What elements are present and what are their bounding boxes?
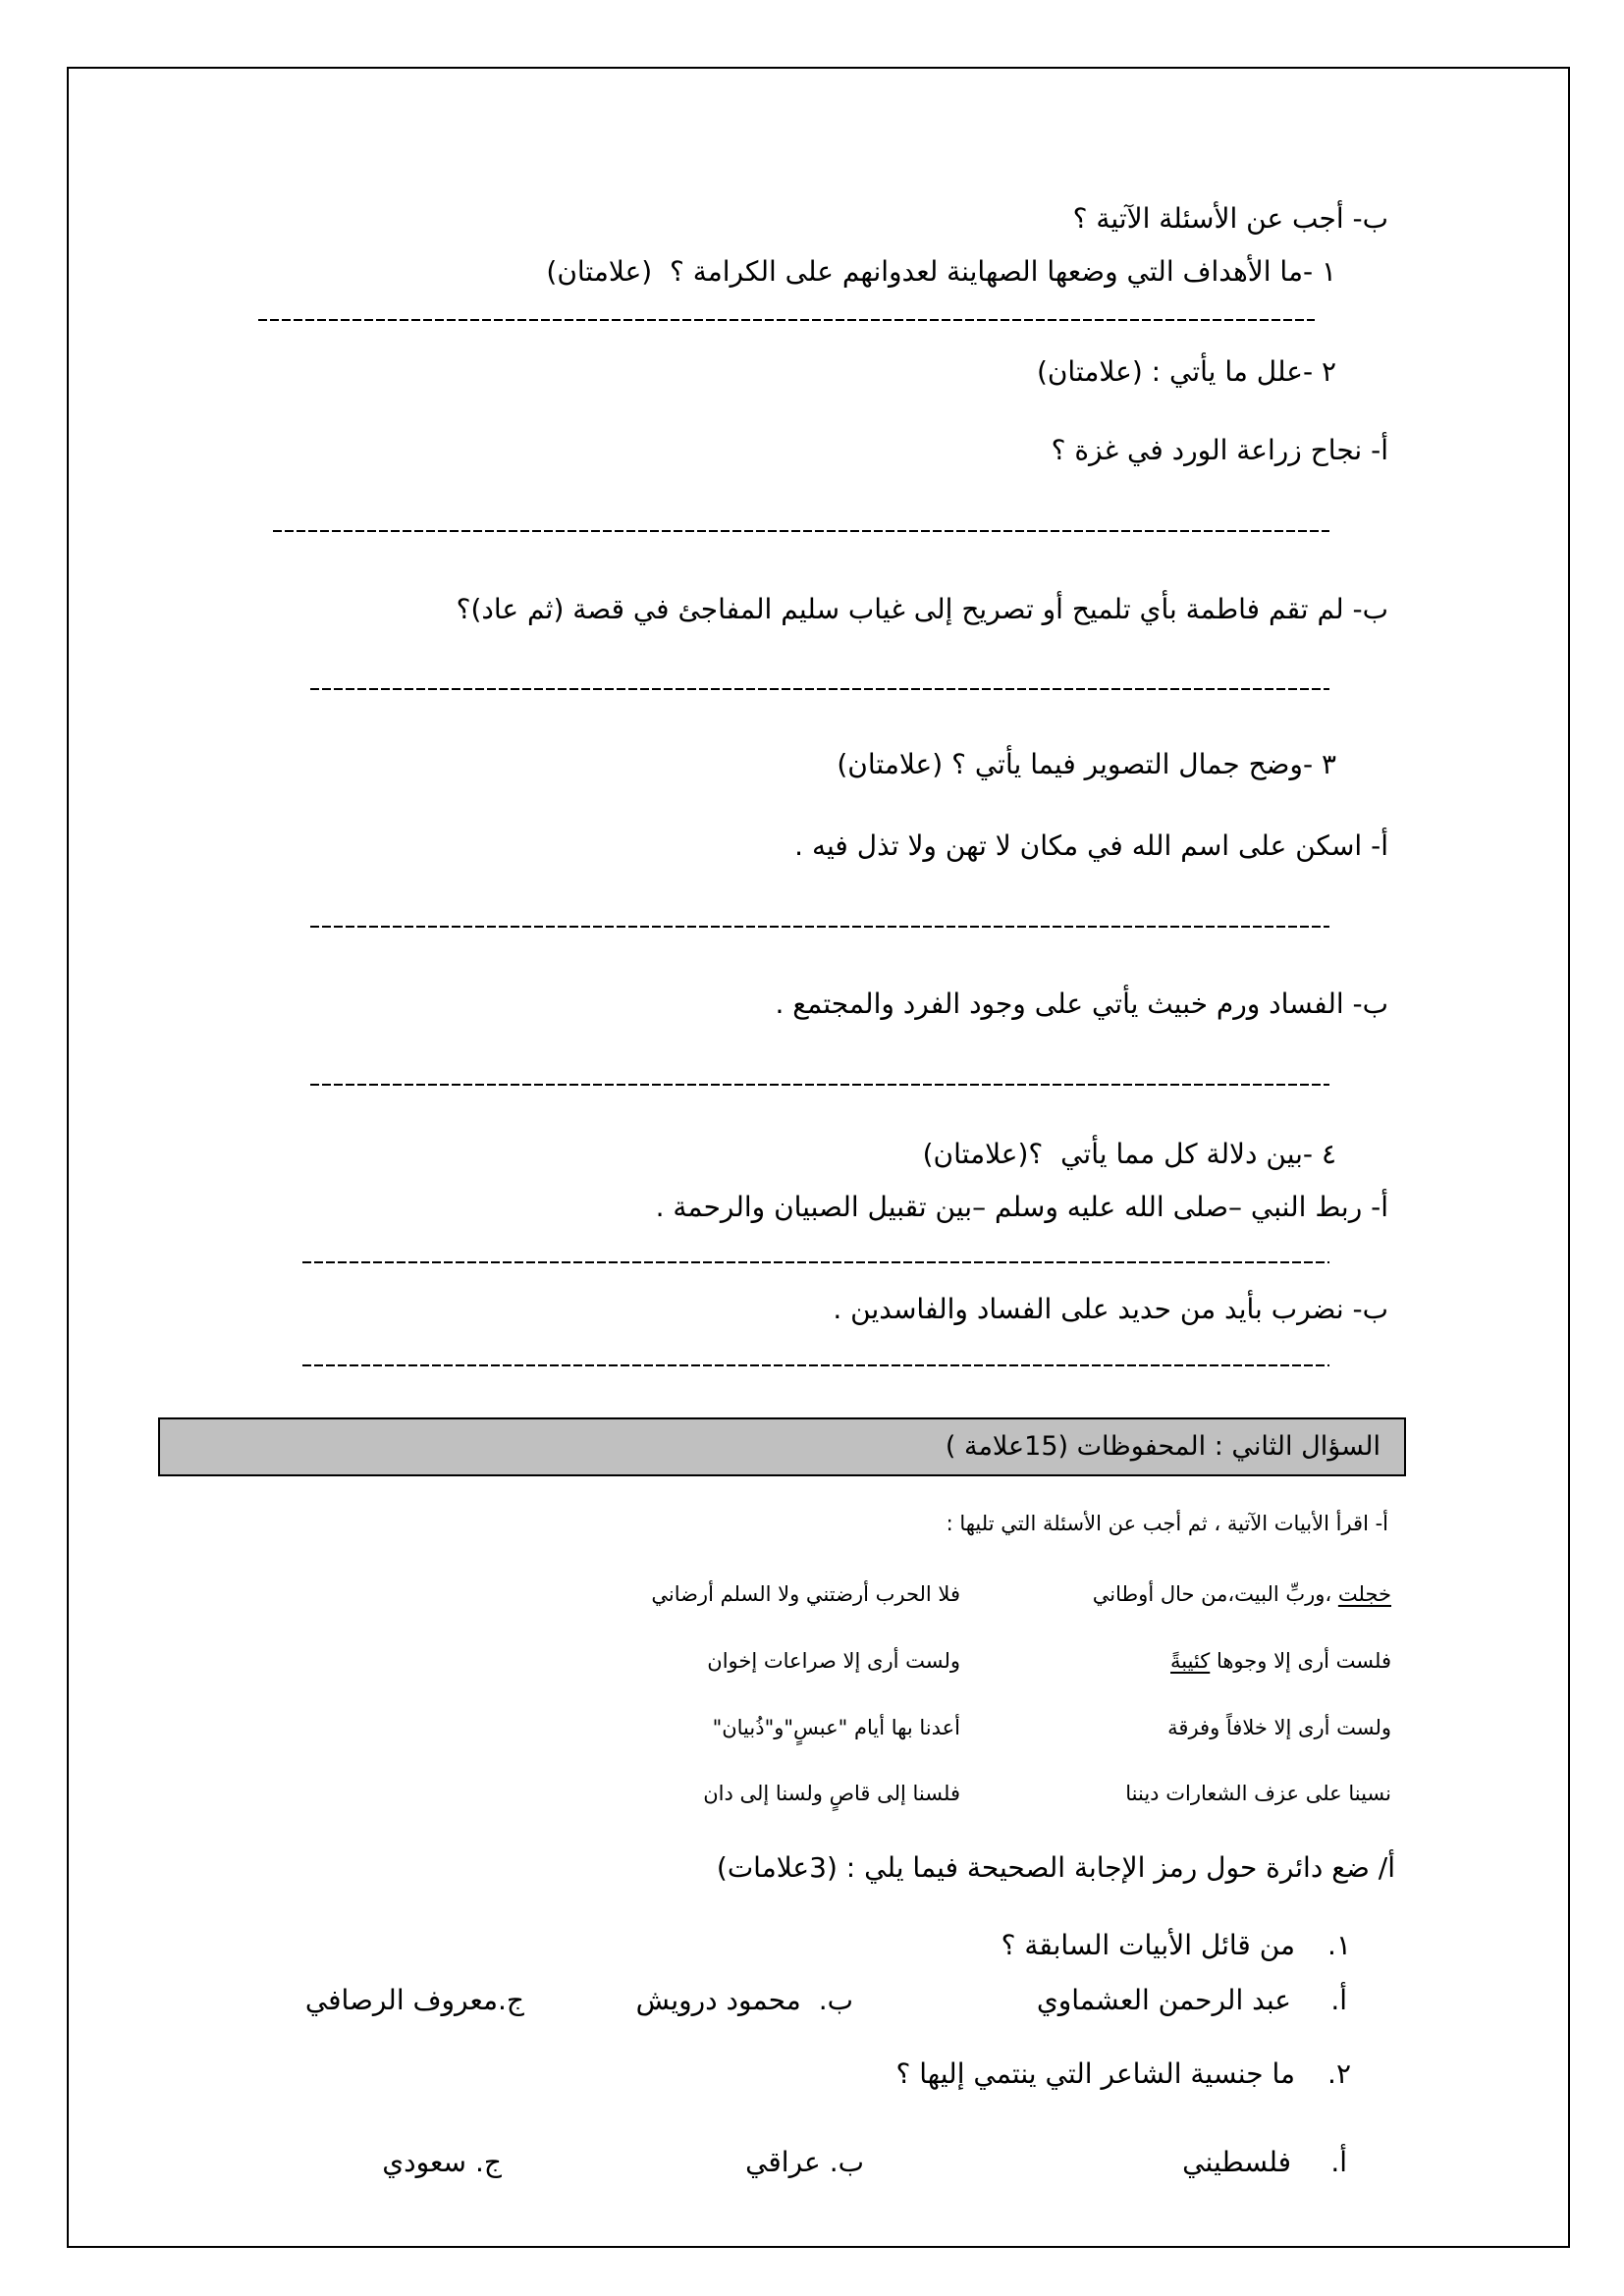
answer-line [302, 1261, 1329, 1263]
mcq-1-option-a [1037, 1983, 1347, 2018]
question-2-prompt: ٢ -علل ما يأتي : (علامتان) [1036, 355, 1336, 388]
question-2-item-b: ب- لم تقم فاطمة بأي تلميح أو تصريح إلى غياب سليم المفاجئ في قصة (ثم عاد)؟ [456, 593, 1388, 625]
poem-verse-1-second-hemistich: فلا الحرب أرضتني ولا السلم أرضاني [651, 1582, 960, 1606]
mcq-instruction: أ/ ضع دائرة حول رمز الإجابة الصحيحة فيما يلي : (3علامات) [716, 1851, 1395, 1884]
question-number: ١. [1327, 1929, 1351, 1961]
question-number: ٢. [1327, 2057, 1351, 2090]
option-marker: ج. [498, 1984, 524, 2016]
answer-line [273, 530, 1329, 532]
question-4-prompt: ٤ -بين دلالة كل مما يأتي ؟(علامتان) [922, 1138, 1336, 1170]
poem-verse-2-first-hemistich [1170, 1647, 1391, 1675]
answer-line [310, 1084, 1329, 1086]
question-1: ١ -ما الأهداف التي وضعها الصهاينة لعدوانهم على الكرامة ؟ (علامتان) [546, 255, 1336, 288]
option-marker: ب. [818, 1984, 853, 2016]
mcq-question-2 [896, 2056, 1351, 2092]
option-marker: أ. [1330, 2146, 1347, 2178]
question-3-item-a: أ- اسكن على اسم الله في مكان لا تهن ولا تذل فيه . [794, 829, 1388, 862]
section-header-title: السؤال الثاني : المحفوظات (15علامة ) [945, 1431, 1380, 1462]
page-border [67, 67, 1570, 2248]
poem-verse-3-first-hemistich: ولست أرى إلا خلافاً وفرقة [1167, 1716, 1391, 1739]
poem-verse-1-first-hemistich [1093, 1580, 1391, 1608]
question-4-item-b: ب- نضرب بأيد من حديد على الفساد والفاسدين . [833, 1293, 1388, 1325]
mcq-question-1 [1001, 1928, 1351, 1963]
option-marker: ب. [829, 2146, 864, 2178]
option-text: سعودي [382, 2146, 467, 2178]
poem-verse-4-second-hemistich: فلسنا إلى قاصٍ ولسنا إلى دان [703, 1782, 960, 1805]
option-text: فلسطيني [1182, 2146, 1291, 2178]
option-text: معروف الرصافي [304, 1984, 499, 2016]
option-marker: أ. [1330, 1984, 1347, 2016]
part-b-heading: ب- أجب عن الأسئلة الآتية ؟ [1072, 202, 1388, 235]
answer-line [310, 926, 1329, 928]
poem-instruction: أ- اقرأ الأبيات الآتية ، ثم أجب عن الأسئلة التي تليها : [946, 1512, 1388, 1535]
option-marker: ج. [475, 2146, 502, 2178]
question-3-item-b: ب- الفساد ورم خبيث يأتي على وجود الفرد والمجتمع . [775, 988, 1388, 1020]
answer-line [302, 1364, 1329, 1366]
underlined-word: كئيبةً [1170, 1649, 1211, 1673]
mcq-2-option-a [1182, 2145, 1347, 2180]
option-text: محمود درويش [635, 1984, 801, 2016]
poem-verse-2-second-hemistich: ولست أرى إلا صراعات إخوان [707, 1649, 960, 1673]
mcq-2-option-c [382, 2145, 502, 2180]
mcq-1-option-c [305, 1983, 524, 2018]
mcq-1-option-b [636, 1983, 853, 2018]
answer-line [310, 688, 1329, 690]
mcq-2-option-b [745, 2145, 864, 2180]
hemistich-text: فلست أرى إلا وجوها [1210, 1649, 1391, 1673]
question-2-item-a: أ- نجاح زراعة الورد في غزة ؟ [1051, 434, 1388, 466]
question-4-item-a: أ- ربط النبي –صلى الله عليه وسلم –بين تقبيل الصبيان والرحمة . [655, 1191, 1388, 1223]
poem-verse-4-first-hemistich: نسينا على عزف الشعارات ديننا [1125, 1782, 1391, 1805]
answer-line [258, 319, 1315, 321]
option-text: عراقي [745, 2146, 821, 2178]
poem-verse-3-second-hemistich: أعدنا بها أيام "عبسٍ"و"ذُبيان" [712, 1716, 960, 1739]
question-3-prompt: ٣ -وضح جمال التصوير فيما يأتي ؟ (علامتان) [837, 748, 1336, 780]
section-header-box [158, 1417, 1406, 1476]
question-text: ما جنسية الشاعر التي ينتمي إليها ؟ [895, 2057, 1295, 2090]
hemistich-text: ،وربِّ البيت،من حال أوطاني [1092, 1582, 1338, 1606]
option-text: عبد الرحمن العشماوي [1036, 1984, 1291, 2016]
underlined-word: خجلت [1337, 1582, 1391, 1606]
question-text: من قائل الأبيات السابقة ؟ [1001, 1929, 1295, 1961]
